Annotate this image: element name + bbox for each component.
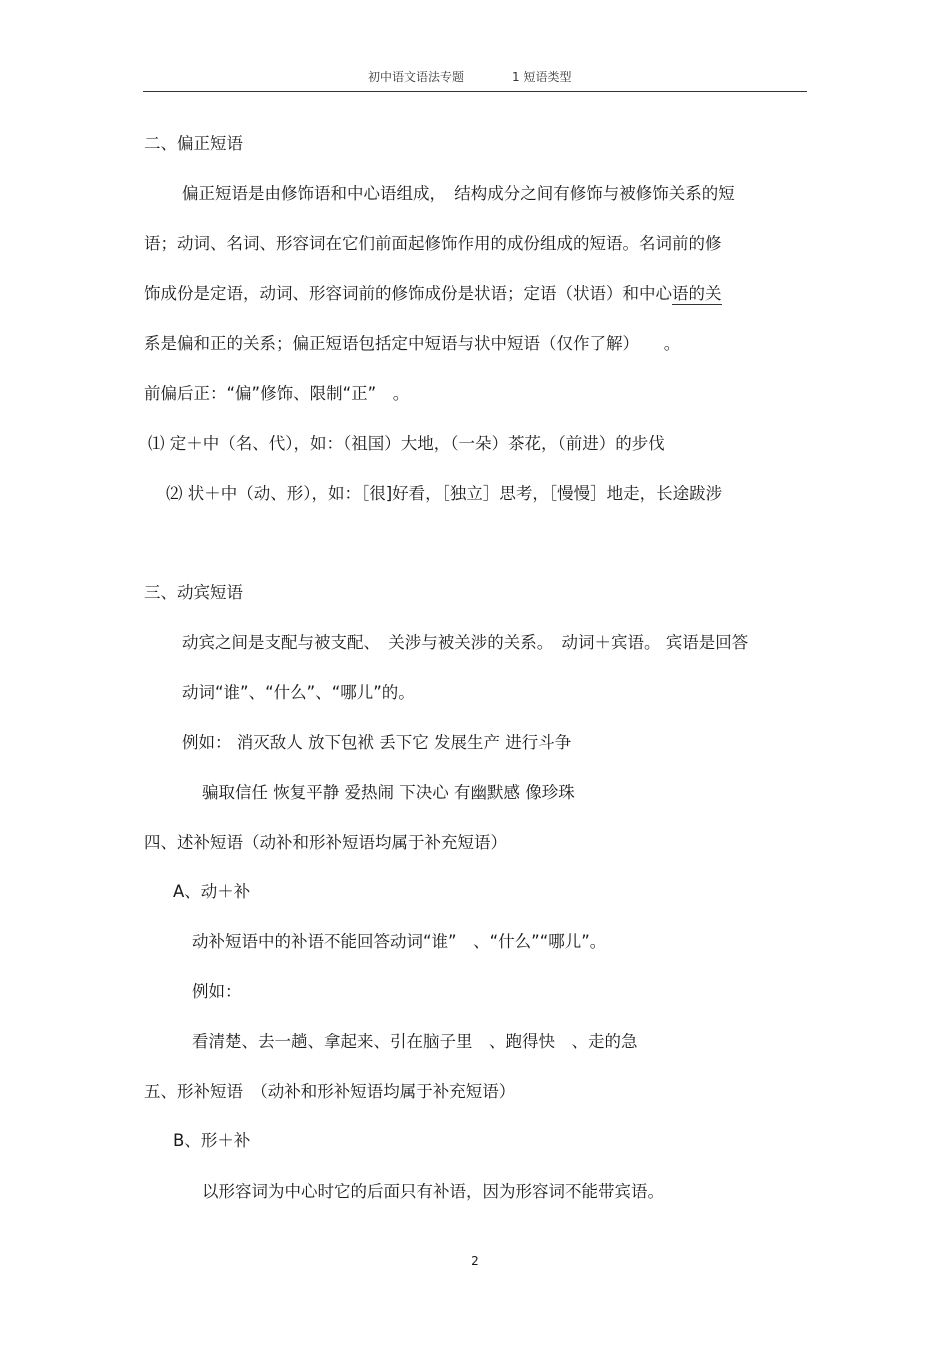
header-section: 1 短语类型 — [512, 70, 572, 84]
subsection-heading: A、动＋补 — [173, 882, 251, 901]
paragraph-line: 语；动词、名词、形容词在它们前面起修饰作用的成份组成的短语。名词前的修 — [144, 234, 722, 253]
paragraph-line: 偏正短语是由修饰语和中心语组成， 结构成分之间有修饰与被修饰关系的短 — [182, 184, 735, 203]
header-rule — [143, 91, 807, 92]
paragraph-line: 饰成份是定语，动词、形容词前的修饰成份是状语；定语（状语）和中心语的关 — [144, 284, 722, 303]
example-line: 骗取信任 恢复平静 爱热闹 下决心 有幽默感 像珍珠 — [202, 783, 575, 802]
paragraph-line: 动宾之间是支配与被支配、 关涉与被关涉的关系。 动词＋宾语。 宾语是回答 — [182, 633, 749, 652]
example-line: 看清楚、去一趟、拿起来、引在脑子里 、跑得快 、走的急 — [192, 1032, 638, 1051]
section-heading-4: 四、述补短语（动补和形补短语均属于补充短语） — [144, 833, 507, 852]
list-item: ⑴ 定＋中（名、代），如：（祖国）大地，（一朵）茶花，（前进）的步伐 — [148, 434, 665, 453]
paragraph-line: 系是偏和正的关系；偏正短语包括定中短语与状中短语（仅作了解） 。 — [144, 334, 681, 353]
section-heading-5: 五、形补短语 （动补和形补短语均属于补充短语） — [144, 1082, 516, 1101]
subsection-heading: B、形＋补 — [173, 1131, 251, 1150]
paragraph-line: 前偏后正：“偏”修饰、限制“正” 。 — [144, 384, 410, 403]
paragraph-line: 动词“谁”、“什么”、“哪儿”的。 — [182, 683, 415, 702]
header-title: 初中语文语法专题 — [368, 70, 465, 84]
underlined-text: 语的关 — [672, 284, 722, 303]
page-number: 2 — [471, 1254, 479, 1268]
paragraph-line: 以形容词为中心时它的后面只有补语，因为形容词不能带宾语。 — [202, 1182, 664, 1201]
list-item: ⑵ 状＋中（动、形），如：［很]好看，［独立］思考，［慢慢］地走，长途跋涉 — [166, 484, 723, 503]
section-heading-2: 二、偏正短语 — [144, 134, 243, 153]
example-line: 例如： 消灭敌人 放下包袱 丢下它 发展生产 进行斗争 — [182, 733, 572, 752]
example-label: 例如： — [192, 982, 242, 1001]
paragraph-line: 动补短语中的补语不能回答动词“谁” 、“什么”“哪儿”。 — [192, 932, 607, 951]
section-heading-3: 三、动宾短语 — [144, 583, 243, 602]
